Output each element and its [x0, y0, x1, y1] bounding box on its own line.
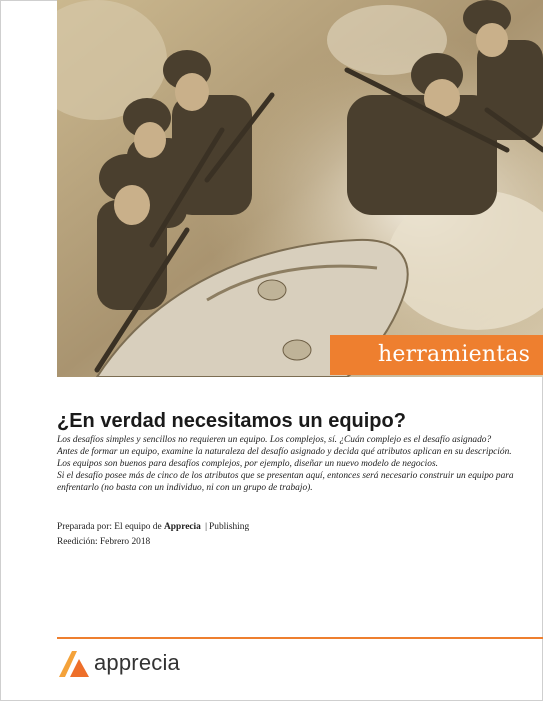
- intro-paragraph: enfrentarlo (no basta con un individuo, ni con un grupo de trabajo).: [57, 483, 313, 493]
- prepared-prefix: Preparada por: El equipo de: [57, 522, 162, 532]
- logo-text: apprecia: [94, 650, 180, 675]
- separator: |: [205, 522, 208, 532]
- intro-text: [57, 434, 514, 494]
- intro-paragraph: Antes de formar un equipo, examine la naturaleza del desafío asignado y decida qué atributos aplican en su descripción.: [57, 447, 512, 457]
- footer-logo: [57, 645, 180, 681]
- credits: [57, 520, 249, 550]
- intro-paragraph: Si el desafío posee más de cinco de los atributos que se presentan aquí, entonces será necesario construir un equipo para: [57, 471, 514, 481]
- page-title: ¿En verdad necesitamos un equipo?: [57, 410, 406, 433]
- prepared-by: [57, 520, 249, 535]
- reedition-date: Reedición: Febrero 2018: [57, 537, 151, 547]
- apprecia-logo-icon: [57, 647, 91, 679]
- intro-paragraph: Los equipos son buenos para desafíos complejos, por ejemplo, diseñar un nuevo modelo de negocios.: [57, 459, 438, 469]
- footer-divider: [57, 637, 543, 639]
- hero-photo: [57, 0, 543, 377]
- publisher-name: Publishing: [209, 522, 250, 532]
- intro-paragraph: Los desafíos simples y sencillos no requieren un equipo. Los complejos, sí. ¿Cuán complejo es el desafío asignado?: [57, 435, 492, 445]
- section-tag: herramientas: [330, 335, 543, 375]
- brand-name: Apprecia: [164, 522, 201, 532]
- rafting-team-photo-icon: [57, 0, 543, 377]
